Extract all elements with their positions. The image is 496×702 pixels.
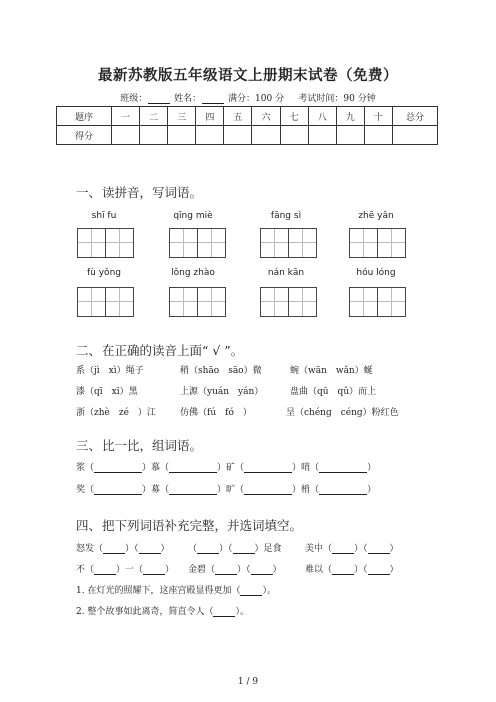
- pronunciation-item[interactable]: 盘曲（qū qǔ）而上: [290, 387, 377, 397]
- answer-blank[interactable]: [368, 544, 390, 554]
- idiom-text: ）: [165, 565, 175, 575]
- answer-blank[interactable]: [244, 485, 292, 495]
- section-number: 三、: [76, 438, 102, 453]
- writing-grid-box[interactable]: [288, 287, 317, 317]
- section-title: 比一比，组词语。: [102, 438, 203, 453]
- exam-info: [0, 91, 496, 104]
- pinyin-label: zhē yǎn: [358, 211, 394, 221]
- answer-blank[interactable]: [319, 463, 367, 473]
- pronunciation-item[interactable]: 稍（shāo sāo）微: [180, 366, 262, 376]
- idiom-text: 难以（: [305, 565, 333, 575]
- section-title: 在正确的读音上面“ √ ”。: [102, 343, 244, 358]
- answer-blank[interactable]: [233, 544, 255, 554]
- pronunciation-item[interactable]: 蜿（wān wǎn）蜒: [290, 366, 373, 376]
- table-cell: 四: [196, 107, 224, 126]
- idiom-item: [305, 562, 399, 575]
- table-cell: 五: [224, 107, 252, 126]
- name-label: 姓名：: [174, 94, 202, 104]
- score-input-cell[interactable]: [168, 126, 196, 145]
- score-input-cell[interactable]: [140, 126, 168, 145]
- writing-grid-box[interactable]: [77, 228, 106, 258]
- section-3-heading: [76, 436, 202, 454]
- section-number: 二、: [76, 343, 102, 358]
- compare-row: [76, 482, 376, 495]
- answer-blank[interactable]: [169, 485, 217, 495]
- score-input-cell[interactable]: [393, 126, 438, 145]
- idiom-text: 怒发（: [76, 544, 104, 554]
- compare-row: [76, 460, 376, 473]
- idiom-text: ）: [160, 544, 170, 554]
- char-label: ）矿（: [217, 463, 245, 473]
- writing-grid-box[interactable]: [197, 228, 226, 258]
- score-table-header-row: [57, 107, 438, 126]
- answer-blank[interactable]: [332, 544, 354, 554]
- class-blank[interactable]: [148, 95, 170, 104]
- writing-grid-box[interactable]: [105, 228, 134, 258]
- char-label: ）哨（: [292, 463, 320, 473]
- idiom-text: ）: [389, 544, 399, 554]
- question-text: ）。: [235, 607, 249, 617]
- char-label: 浆（: [76, 463, 95, 473]
- answer-blank[interactable]: [251, 565, 273, 575]
- writing-grid-box[interactable]: [349, 287, 378, 317]
- writing-grid-box[interactable]: [105, 287, 134, 317]
- pronunciation-item[interactable]: 上源（yuán yán）: [180, 387, 264, 397]
- question-text: ）。: [262, 586, 276, 596]
- section-number: 一、: [76, 185, 102, 200]
- idiom-text: ）（: [125, 544, 139, 554]
- time-label: 考试时间：90 分钟: [298, 94, 376, 104]
- table-cell: 总分: [393, 107, 438, 126]
- table-cell: 九: [336, 107, 364, 126]
- answer-blank[interactable]: [213, 607, 235, 617]
- score-input-cell[interactable]: [196, 126, 224, 145]
- score-label: 满分：100 分: [228, 94, 285, 104]
- idiom-text: 美中（: [305, 544, 333, 554]
- table-cell: 三: [168, 107, 196, 126]
- idiom-text: 不（: [76, 565, 95, 575]
- table-cell: 题序: [57, 107, 112, 126]
- idiom-item: [188, 541, 282, 554]
- pinyin-label: nán kān: [267, 268, 305, 278]
- idiom-item: [305, 541, 399, 554]
- score-input-cell[interactable]: [308, 126, 336, 145]
- char-label: ）慕（: [142, 463, 170, 473]
- question-text: 1. 在灯光的照耀下，这座宫殿显得更加（: [76, 586, 241, 596]
- writing-grid-box[interactable]: [169, 287, 198, 317]
- idiom-text: ）: [272, 565, 282, 575]
- char-label: 奖（: [76, 485, 95, 495]
- section-title: 把下列词语补充完整，并选词填空。: [102, 518, 303, 533]
- score-input-cell[interactable]: [112, 126, 140, 145]
- score-input-cell[interactable]: [364, 126, 392, 145]
- char-label: ）: [367, 463, 377, 473]
- char-label: ）: [367, 485, 377, 495]
- writing-grid-box[interactable]: [377, 287, 406, 317]
- idiom-text: ）足食: [254, 544, 282, 554]
- score-input-cell[interactable]: [224, 126, 252, 145]
- section-2-heading: [76, 341, 243, 359]
- idiom-text: ）（: [219, 544, 233, 554]
- idiom-text: ）（: [237, 565, 251, 575]
- name-blank[interactable]: [202, 95, 224, 104]
- answer-blank[interactable]: [169, 463, 217, 473]
- answer-blank[interactable]: [319, 485, 367, 495]
- page-number: 1 / 9: [237, 677, 259, 687]
- idiom-text: ）（: [354, 565, 368, 575]
- answer-blank[interactable]: [240, 586, 262, 596]
- writing-grid-box[interactable]: [288, 228, 317, 258]
- pinyin-label: lǒng zhào: [171, 268, 215, 278]
- score-table: [56, 106, 438, 145]
- writing-grid-box[interactable]: [260, 228, 289, 258]
- table-cell: 六: [252, 107, 280, 126]
- pinyin-label: fāng sì: [270, 211, 302, 221]
- table-cell: 十: [364, 107, 392, 126]
- answer-blank[interactable]: [368, 565, 390, 575]
- writing-grid-box[interactable]: [77, 287, 106, 317]
- answer-blank[interactable]: [139, 544, 161, 554]
- answer-blank[interactable]: [94, 485, 142, 495]
- question-text: 2. 整个故事如此离奇，简直令人（: [76, 607, 214, 617]
- char-label: ）募（: [142, 485, 170, 495]
- char-label: ）旷（: [217, 485, 245, 495]
- writing-grid-box[interactable]: [169, 228, 198, 258]
- score-input-cell[interactable]: [252, 126, 280, 145]
- section-1-heading: [76, 183, 202, 201]
- section-number: 四、: [76, 518, 102, 533]
- table-cell: 七: [280, 107, 308, 126]
- idiom-text: （: [188, 544, 198, 554]
- answer-blank[interactable]: [143, 565, 165, 575]
- section-4-heading: [76, 516, 302, 534]
- pinyin-label: hóu lóng: [356, 268, 396, 278]
- pronunciation-item[interactable]: 浙（zhè zé ）江: [76, 408, 156, 418]
- fill-question-1: [76, 583, 276, 596]
- score-input-cell[interactable]: [336, 126, 364, 145]
- idiom-text: ）一（: [116, 565, 144, 575]
- answer-blank[interactable]: [197, 544, 219, 554]
- idiom-item: [76, 562, 174, 575]
- table-cell: 二: [140, 107, 168, 126]
- writing-grid-box[interactable]: [349, 228, 378, 258]
- class-label: 班级：: [120, 94, 148, 104]
- pinyin-label: shī fu: [91, 211, 117, 221]
- answer-blank[interactable]: [215, 565, 237, 575]
- answer-blank[interactable]: [103, 544, 125, 554]
- page-title: 最新苏教版五年级语文上册期末试卷（免费）: [98, 68, 398, 84]
- answer-blank[interactable]: [332, 565, 354, 575]
- writing-grid-box[interactable]: [197, 287, 226, 317]
- writing-grid-box[interactable]: [260, 287, 289, 317]
- char-label: ）梢（: [292, 485, 320, 495]
- section-title: 读拼音，写词语。: [102, 185, 203, 200]
- score-table-score-row: [57, 126, 438, 145]
- table-cell: 八: [308, 107, 336, 126]
- score-input-cell[interactable]: [280, 126, 308, 145]
- pronunciation-item[interactable]: 呈（chéng céng）粉红色: [286, 408, 399, 418]
- table-cell: 得分: [57, 126, 112, 145]
- fill-question-2: [76, 604, 249, 617]
- answer-blank[interactable]: [244, 463, 292, 473]
- pronunciation-item[interactable]: 漆（qī xī）黑: [76, 387, 138, 397]
- writing-grid-box[interactable]: [377, 228, 406, 258]
- pinyin-label: qīng miè: [173, 211, 213, 221]
- idiom-text: ）（: [354, 544, 368, 554]
- idiom-text: 金碧（: [188, 565, 216, 575]
- answer-blank[interactable]: [94, 565, 116, 575]
- pronunciation-item[interactable]: 仿佛（fú fó ）: [180, 408, 252, 418]
- answer-blank[interactable]: [94, 463, 142, 473]
- pronunciation-item[interactable]: 系（jì xì）绳子: [76, 366, 144, 376]
- idiom-text: ）: [389, 565, 399, 575]
- pinyin-label: fù yǒng: [87, 268, 121, 278]
- idiom-item: [76, 541, 170, 554]
- table-cell: 一: [112, 107, 140, 126]
- idiom-item: [188, 562, 282, 575]
